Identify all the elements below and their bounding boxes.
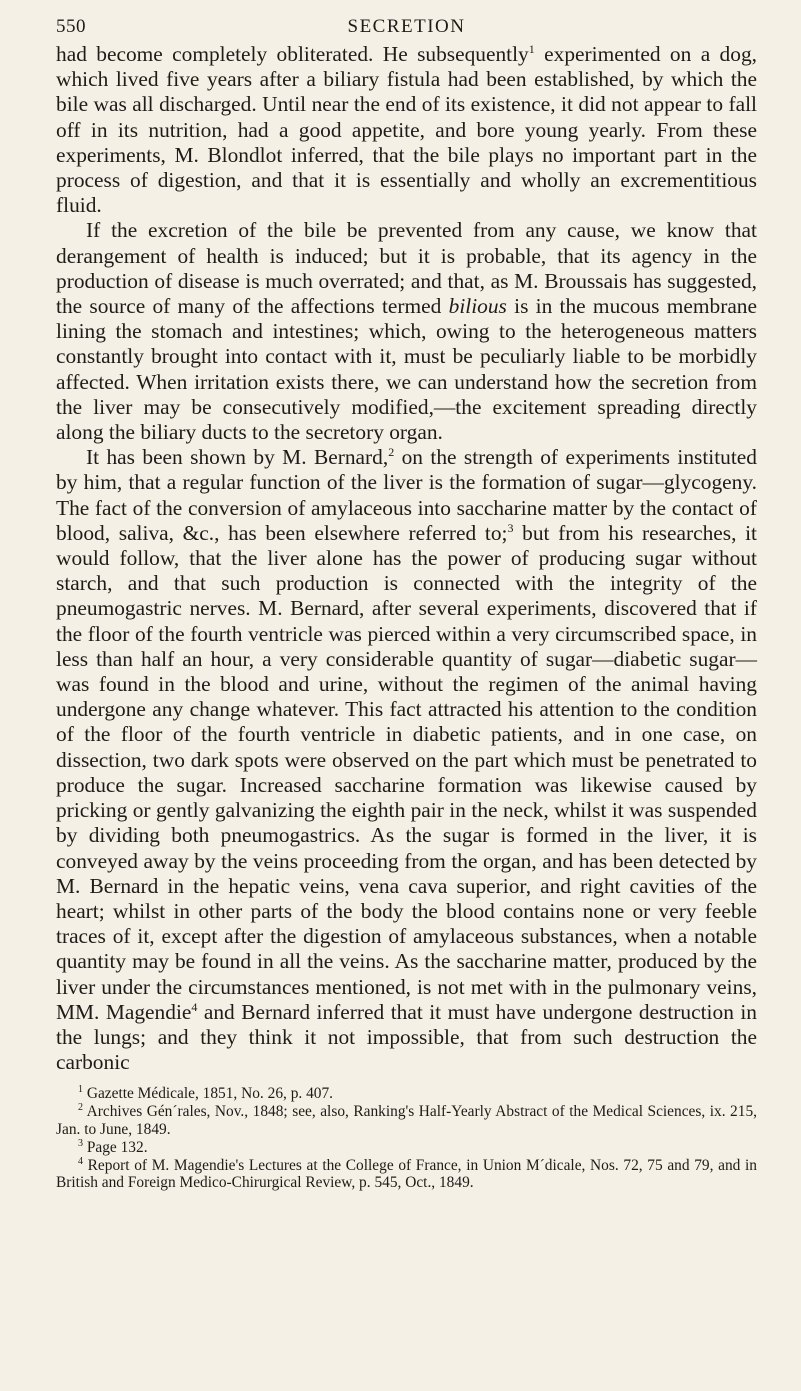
footnote: [56, 1139, 757, 1157]
footnote: [56, 1085, 757, 1103]
paragraph: [56, 218, 757, 445]
footnote-reference: 1: [528, 41, 535, 56]
paragraph: [56, 42, 757, 218]
running-head: SECRETION: [347, 16, 466, 37]
text-run: but from his researches, it would follow, that the liver alone has the power of producing sugar without starch, and that such production is connected with the integrity of the pneumogastric nerves. M. Bernard, after several experiments, discovered that if the floor of the fourth ventricle was pierced within a very circumscribed space, in less than half an hour, a very considerable quantity of sugar—diabetic sugar—was found in the blood and urine, without the regimen of the animal having undergone any change whatever. This fact attracted his attention to the condition of the floor of the fourth ventricle in diabetic patients, and in one case, on dissection, two dark spots were observed on the part which must be penetrated to produce the sugar. Increased saccharine formation was likewise caused by pricking or gently galvanizing the eighth pair in the neck, whilst it was suspended by dividing both pneumogastrics. As the sugar is formed in the liver, it is conveyed away by the veins proceeding from the organ, and has been detected by M. Bernard in the hepatic veins, vena cava superior, and right cavities of the heart; whilst in other parts of the body the blood contains none or very feeble traces of it, except after the digestion of amylaceous substances, when a notable quantity may be found in all the veins. As the saccharine matter, produced by the liver under the circumstances mentioned, is not met with in the pulmonary veins, MM. Magendie: [56, 520, 757, 1024]
text-run: had become completely obliterated. He subsequently: [56, 42, 529, 66]
text-run: experimented on a dog, which lived five years after a biliary fistula had been established, by which the bile was all discharged. Until near the end of its existence, it did not appear to fall off in its nutrition, had a good appetite, and bore young yearly. From these experiments, M. Blondlot inferred, that the bile plays no important part in the process of digestion, and that it is essentially and wholly an excrementitious fluid.: [56, 42, 757, 218]
body-text: [56, 42, 757, 1075]
footnote-reference: 4: [191, 999, 198, 1014]
text-run: and Bernard inferred that it must have undergone destruction in the lungs; and they think it not impossible, that from such destruction the carbonic: [56, 999, 757, 1075]
text-run: is in the mucous membrane lining the stomach and intestines; which, owing to the heterogeneous matters constantly brought into contact with it, must be peculiarly liable to be morbidly affected. When irritation exists there, we can understand how the secretion from the liver may be consecutively modified,—the excitement spreading directly along the biliary ducts to the secretory organ.: [56, 294, 757, 445]
footnote: [56, 1157, 757, 1193]
footnotes: [56, 1085, 757, 1192]
footnote-text: Gazette Médicale, 1851, No. 26, p. 407.: [83, 1085, 334, 1103]
footnote: [56, 1103, 757, 1139]
footnote-text: Archives Gén´rales, Nov., 1848; see, also, Ranking's Half-Yearly Abstract of the Medical Sciences, ix. 215, Jan. to June, 1849.: [56, 1103, 757, 1138]
footnote-mark: 2: [78, 1102, 83, 1113]
text-run: on the strength of experiments instituted by him, that a regular function of the liver is the formation of sugar—glycogeny. The fact of the conversion of amylaceous into saccharine matter by the contact of blood, saliva, &c., has been elsewhere referred to;: [56, 445, 757, 545]
footnote-mark: 4: [78, 1155, 83, 1167]
paragraph: [56, 445, 757, 1075]
footnote-reference: 3: [507, 520, 514, 535]
footnote-text: Report of M. Magendie's Lectures at the College of France, in Union M´dicale, Nos. 72, 75 and 79, and in British and Foreign Medico-Chirurgical Review, p. 545, Oct., 1849.: [56, 1156, 757, 1192]
text-run: If the excretion of the bile be prevented from any cause, we know that derangement of health is induced; but it is probable, that its agency in the production of disease is much overrated; and that, as M. Broussais has suggested, the source of many of the affections termed: [56, 218, 757, 319]
italic-term: bilious: [448, 294, 507, 319]
page-number: 550: [56, 16, 86, 37]
footnote-reference: 2: [388, 445, 395, 460]
footnote-text: Page 132.: [83, 1138, 148, 1156]
footnote-mark: 3: [78, 1137, 83, 1149]
text-run: It has been shown by M. Bernard,: [86, 445, 389, 470]
page-header: [56, 16, 757, 42]
footnote-mark: 1: [78, 1084, 83, 1096]
